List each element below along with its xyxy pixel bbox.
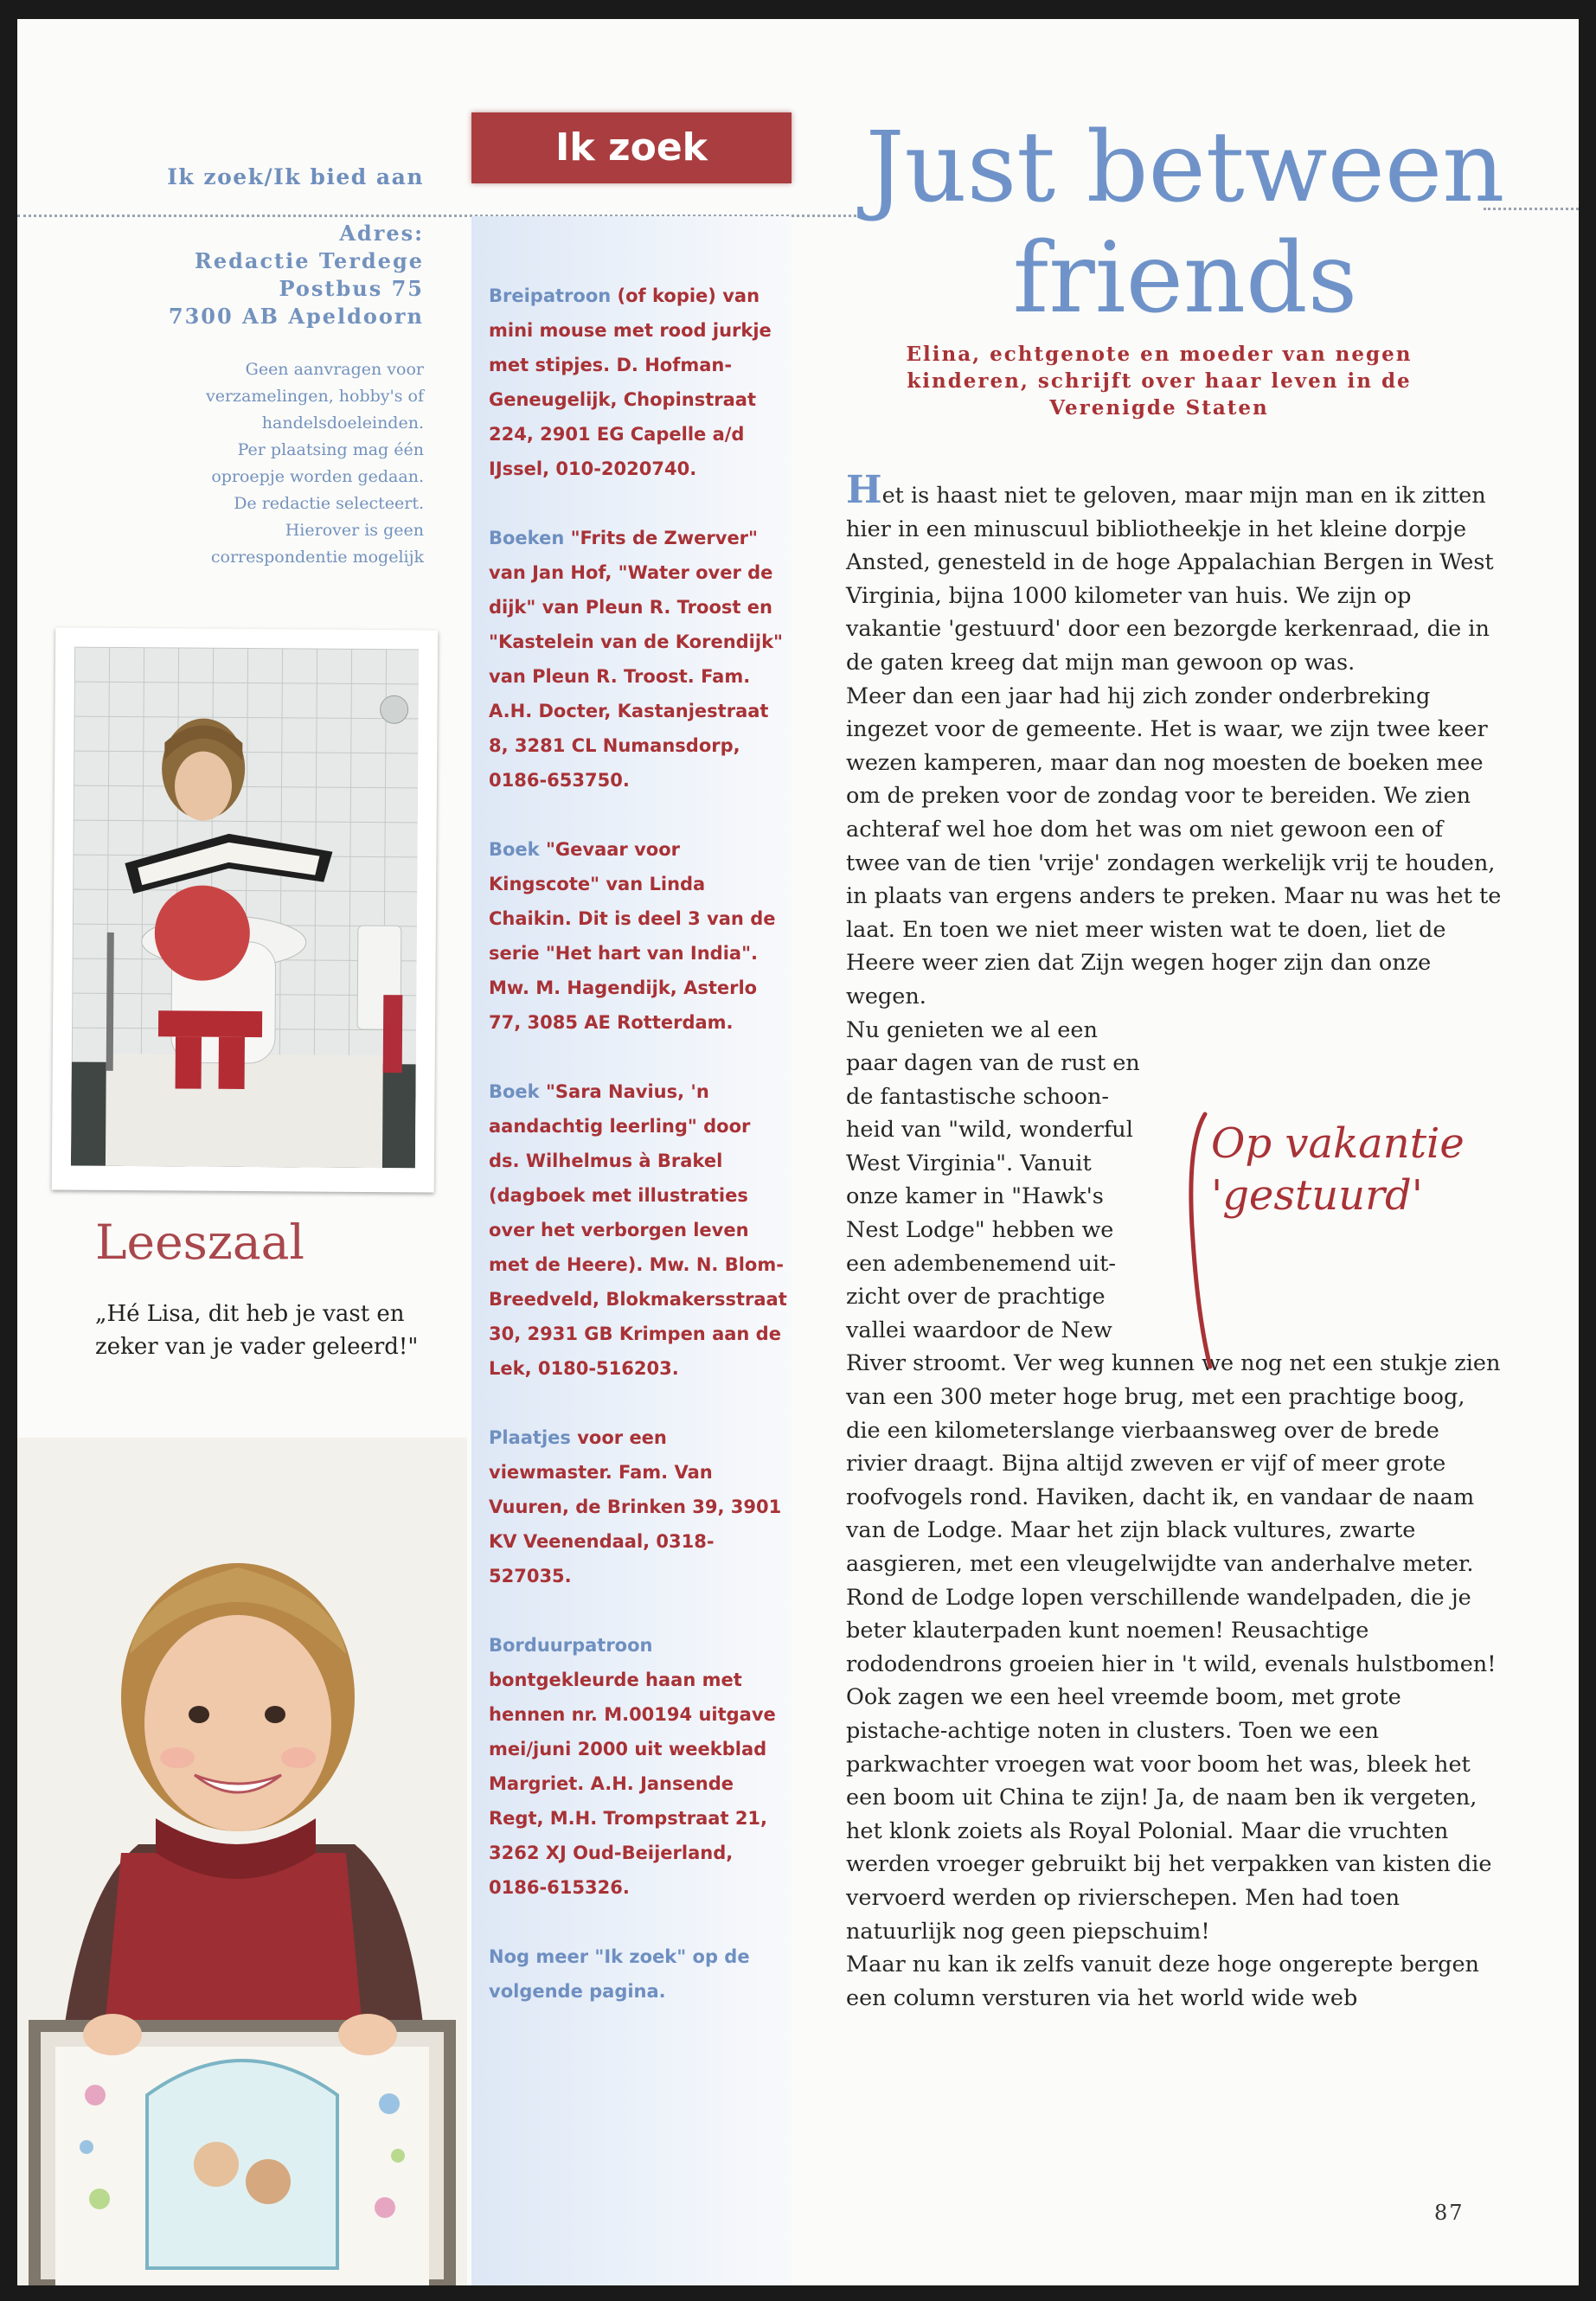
ik-zoek-banner: Ik zoek — [471, 112, 792, 183]
article-body — [846, 468, 1503, 2015]
headline-line: friends — [1012, 222, 1358, 335]
narrow-line: een adembenemend uit- — [846, 1250, 1117, 1277]
article-paragraph: Maar nu kan ik zelfs vanuit deze hoge ongerepte bergen een column versturen via het world wide web — [846, 1952, 1479, 2011]
article-paragraph: Meer dan een jaar had hij zich zonder onderbreking ingezet voor de gemeente. Het is waar, we zijn twee keer wezen kamperen, maar dan nog moesten de boeken mee om de preken voor de zondag voor te bereiden. We zien achteraf wel hoe dom het was om niet gewoon een of twee van de tien 'vrije' zondagen werkelijk vrij te houden, in plaats van ergens anders te preken. Maar nu was het te laat. En toen we niet meer wisten wat te doen, liet de Heere weer zien dat Zijn wegen hoger zijn dan onze wegen. — [846, 683, 1502, 1009]
ad-keyword: Boek — [489, 1081, 540, 1102]
rules-line: Hierover is geen — [285, 521, 424, 540]
classified-ad — [489, 1420, 787, 1593]
photo-frame-reading-girl — [52, 627, 439, 1192]
photo-smiling-girl — [17, 1438, 467, 2285]
classified-ad — [489, 279, 787, 486]
paragraph-text: et is haast niet te geloven, maar mijn man en ik zitten hier in een minuscuul bibliotheekje in het kleine dorpje Ansted, genesteld in de hoge Appalachian Bergen in West Virginia, bijna 1000 kilometer van huis. We zijn op vakantie 'gestuurd' door een bezorgde kerkenraad, die in de gaten kreeg dat mijn man gewoon op was. — [846, 483, 1494, 676]
narrow-line: Nu genieten we al een — [846, 1016, 1098, 1043]
smiling-girl-illustration — [17, 1438, 467, 2285]
more-ads-note: Nog meer "Ik zoek" op de volgende pagina. — [489, 1946, 750, 2002]
ad-text: (of kopie) van mini mouse met rood jurkje met stipjes. D. Hofman-Geneugelijk, Chopinstraat 224, 2901 EG Capelle a/d IJssel, 010-2020740. — [489, 285, 772, 479]
ad-keyword: Borduurpatroon — [489, 1635, 653, 1656]
photo-reading-girl — [71, 647, 419, 1169]
narrow-line: heid van "wild, wonderful — [846, 1117, 1133, 1144]
rules-line: Per plaatsing mag één — [237, 440, 424, 459]
ad-text: "Frits de Zwerver" van Jan Hof, "Water over de dijk" van Pleun R. Troost en "Kastelein van de Korendijk" van Pleun R. Troost. Fam. A.H. Docter, Kastanjestraat 8, 3281 CL Numansdorp, 0186-653750. — [489, 528, 783, 791]
rules-line: handelsdoeleinden. — [261, 413, 424, 433]
narrow-line: Nest Lodge" hebben we — [846, 1217, 1114, 1244]
narrow-line: zicht over de prachtige — [846, 1284, 1106, 1311]
reading-girl-illustration — [71, 647, 419, 1169]
article-paragraph: Rond de Lodge lopen verschillende wandelpaden, die je beter klauterpaden kunt noemen! Reusachtige rododendrons groeien hier in 't wild, evenals hulstbomen! Ook zagen we een heel vreemde boom, met grote pistache-achtige noten in clusters. Toen we een parkwachter vroegen wat voor boom het was, bleek het een boom uit China te zijn! Ja, de naam ben ik vergeten, het klonk zoiets als Royal Polonial. Maar die vruchten werden vroeger gebruikt bij het verpakken van kisten die vervoerd werden op rivierschepen. Men had toen natuurlijk nog geen piepschuim! — [846, 1584, 1497, 1945]
classified-ad — [489, 1628, 787, 1905]
pullquote-line: Op vakantie — [1211, 1119, 1465, 1168]
address-line: 7300 AB Apeldoorn — [168, 304, 424, 329]
rules-line: verzamelingen, hobby's of — [206, 387, 424, 406]
ad-keyword: Boeken — [489, 528, 565, 548]
narrow-line: vallei waardoor de New — [846, 1317, 1112, 1343]
narrow-line: West Virginia". Vanuit — [846, 1150, 1092, 1176]
classified-ad — [489, 1074, 787, 1386]
narrow-line: paar dagen van de rust en — [846, 1050, 1140, 1077]
address-line: Adres: — [339, 221, 424, 246]
pullquote-line: 'gestuurd' — [1211, 1171, 1423, 1220]
ad-keyword: Plaatjes — [489, 1427, 571, 1448]
classified-ad — [489, 521, 787, 798]
classified-ad — [489, 832, 787, 1040]
address-line: Postbus 75 — [279, 276, 424, 301]
rules-line: Geen aanvragen voor — [245, 360, 424, 379]
ad-text: "Sara Navius, 'n aandachtig leerling" door ds. Wilhelmus à Brakel (dagboek met illustraties over het verborgen leven met de Heere). Mw. N. Blom-Breedveld, Blokmakersstraat 30, 2931 GB Krimpen aan de Lek, 0180-516203. — [489, 1081, 787, 1379]
narrow-line: de fantastische schoon- — [846, 1083, 1110, 1110]
leeszaal-quote: „Hé Lisa, dit heb je vast en zeker van je vader geleerd!" — [95, 1301, 419, 1360]
headline-line: Just between — [865, 112, 1505, 224]
page-number: 87 — [1434, 2201, 1465, 2225]
rules-line: De redactie selecteert. — [234, 494, 424, 513]
pull-quote — [1211, 1118, 1465, 1221]
classified-ads-list — [489, 279, 787, 2043]
ad-text: voor een viewmaster. Fam. Van Vuuren, de Brinken 39, 3901 KV Veenendaal, 0318-527035. — [489, 1427, 782, 1586]
article-subtitle: Elina, echtgenote en moeder van negen kinderen, schrijft over haar leven in de Verenigde Staten — [906, 343, 1413, 420]
submission-rules — [147, 356, 424, 571]
leeszaal-title: Leeszaal — [95, 1215, 304, 1270]
rules-line: correspondentie mogelijk — [210, 548, 424, 567]
article-headline — [796, 112, 1574, 334]
article-paragraph: River stroomt. Ver weg kunnen we nog net een stukje zien van een 300 meter hoge brug, met een prachtige boog, die een kilometerslange vierbaansweg over de brede rivier draagt. Bijna altijd zweven er vijf of meer grote roofvogels rond. Haviken, dacht ik, en vandaar de naam van de Lodge. Maar het zijn black vultures, zwarte aasgieren, met een vleugelwijdte van anderhalve meter. — [846, 1350, 1501, 1577]
ad-keyword: Breipatroon — [489, 285, 612, 306]
ad-text: "Gevaar voor Kingscote" van Linda Chaikin. Dit is deel 3 van de serie "Het hart van India". Mw. M. Hagendijk, Asterlo 77, 3085 AE Rotterdam. — [489, 839, 776, 1033]
section-label: Ik zoek/Ik bied aan — [167, 164, 424, 189]
magazine-page — [17, 19, 1579, 2285]
narrow-line: onze kamer in "Hawk's — [846, 1183, 1104, 1210]
ad-text: bontgekleurde haan met hennen nr. M.00194 uitgave mei/juni 2000 uit weekblad Margriet. A.H. Jansende Regt, M.H. Trompstraat 21, 3262 XJ Oud-Beijerland, 0186-615326. — [489, 1670, 776, 1898]
article-paragraph — [846, 468, 1503, 680]
address-line: Redactie Terdege — [194, 248, 424, 273]
drop-cap: H — [846, 468, 882, 512]
pullquote-bracket — [1181, 1111, 1215, 1370]
ad-keyword: Boek — [489, 839, 540, 860]
address-block — [87, 220, 424, 330]
rules-line: oproepje worden gedaan. — [211, 467, 424, 486]
